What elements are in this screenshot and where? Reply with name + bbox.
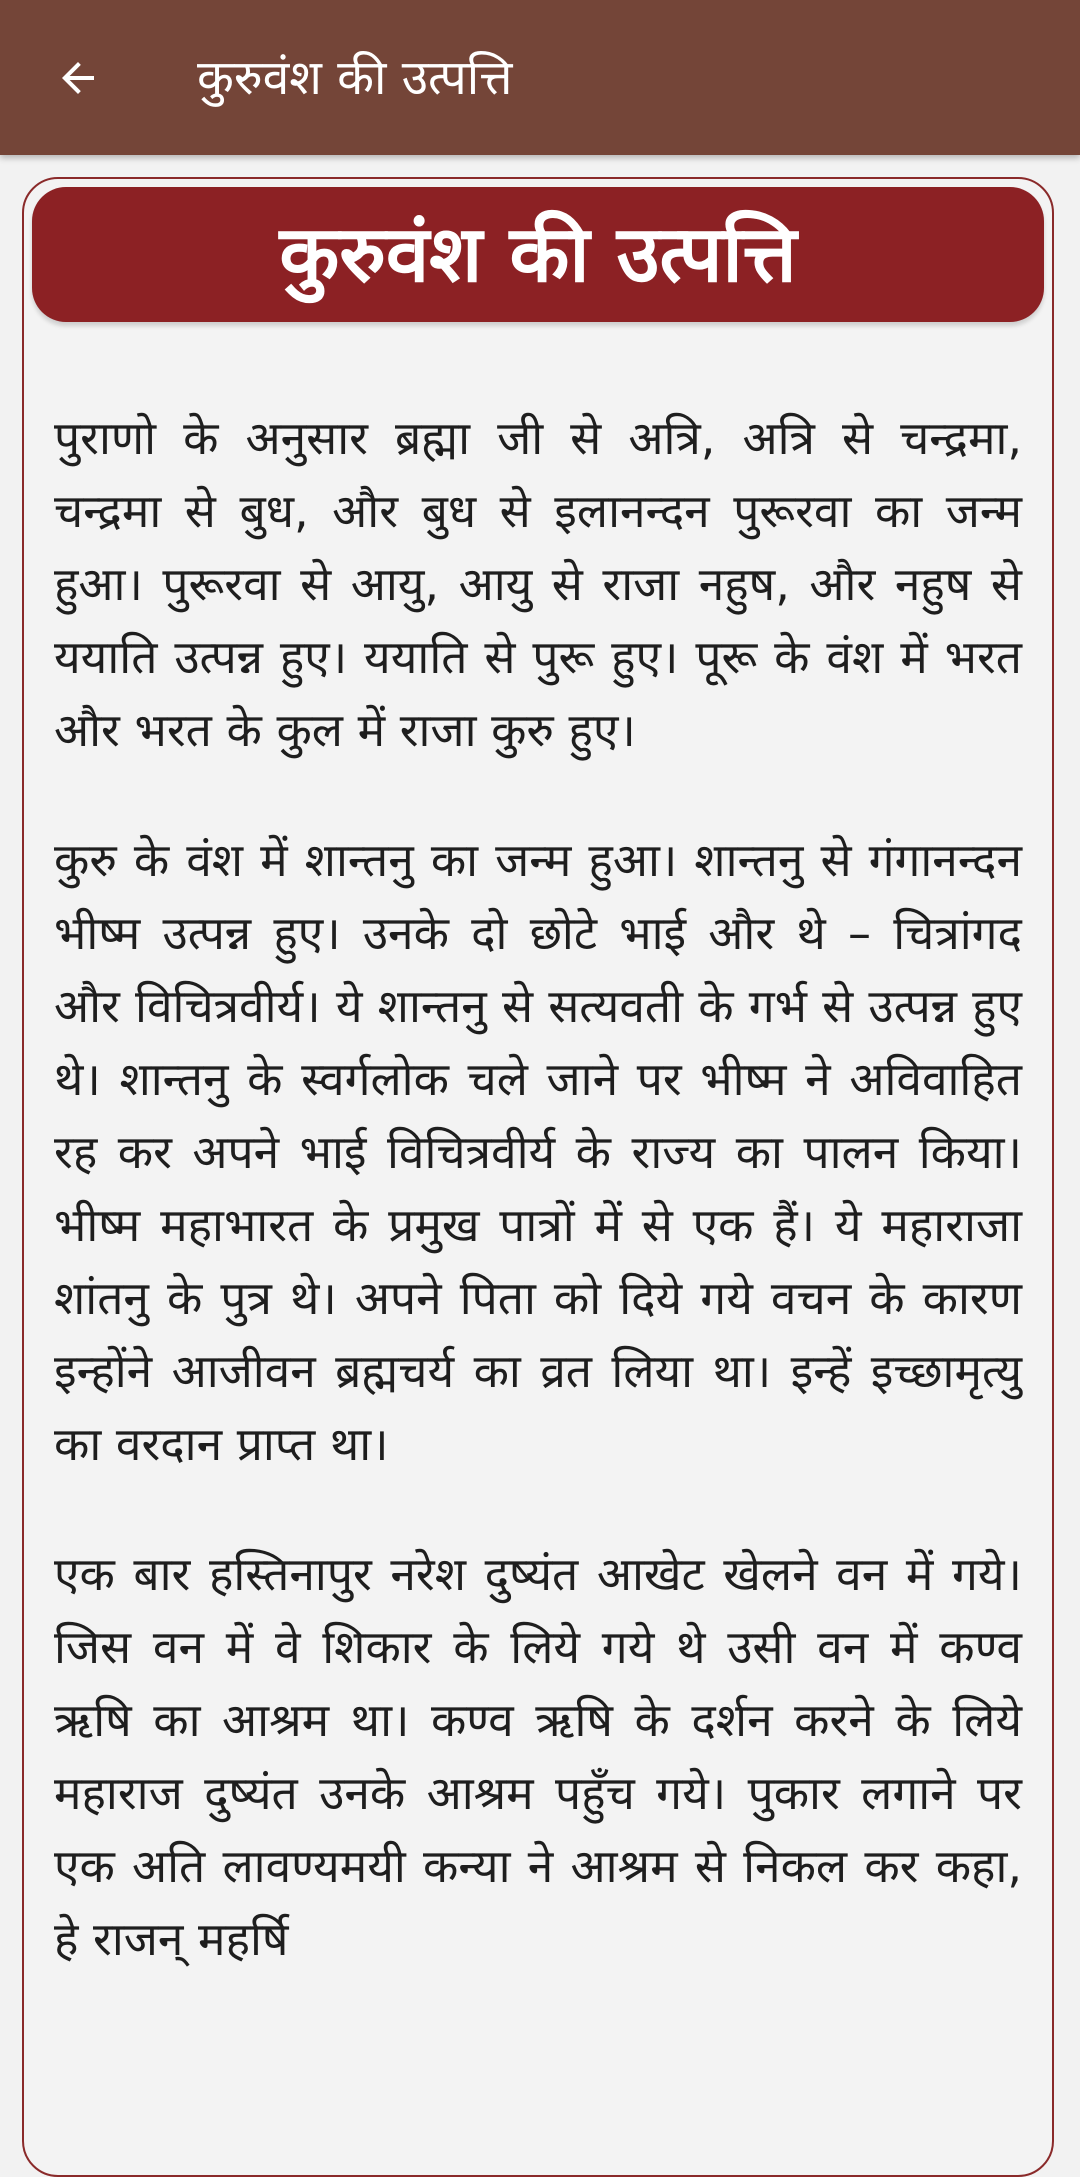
paragraph-2: कुरु के वंश में शान्तनु का जन्म हुआ। शान्तनु से गंगानन्दन भीष्म उत्पन्न हुए। उनके दो छोटे भाई और थे – चित्रांगद और विचित्रवीर्य। ये शान्तनु से सत्यवती के गर्भ से उत्पन्न हुए थे। शान्तनु के स्वर्गलोक चले जाने पर भीष्म ने अविवाहित रह कर अपने भाई विचित्रवीर्य के राज्य का पालन किया। भीष्म महाभारत के प्रमुख पात्रों में से एक हैं। ये महाराजा शांतनु के पुत्र थे। अपने पिता को दिये गये वचन के कारण इन्होंने आजीवन ब्रह्मचर्य का व्रत लिया था। इन्हें इच्छामृत्यु का वरदान प्राप्त था। <box>54 833 1022 1471</box>
content-card <box>22 177 1054 2177</box>
arrow-left-icon <box>54 54 102 102</box>
heading-banner <box>32 187 1044 322</box>
paragraph-1: पुराणो के अनुसार ब्रह्मा जी से अत्रि, अत्रि से चन्द्रमा, चन्द्रमा से बुध, और बुध से इलानन्दन पुरूरवा का जन्म हुआ। पुरूरवा से आयु, आयु से राजा नहुष, और नहुष से ययाति उत्पन्न हुए। ययाति से पुरू हुए। पूरू के वंश में भरत और भरत के कुल में राजा कुरु हुए। <box>54 411 1022 757</box>
app-bar <box>0 0 1080 155</box>
article-heading: कुरुवंश की उत्पत्ति <box>279 209 797 300</box>
app-bar-title: कुरुवंश की उत्पत्ति <box>197 50 513 106</box>
paragraph-3: एक बार हस्तिनापुर नरेश दुष्यंत आखेट खेलने वन में गये। जिस वन में वे शिकार के लिये गये थे उसी वन में कण्व ऋषि का आश्रम था। कण्व ऋषि के दर्शन करने के लिये महाराज दुष्यंत उनके आश्रम पहुँच गये। पुकार लगाने पर एक अति लावण्यमयी कन्या ने आश्रम से निकल कर कहा, हे राजन् महर्षि <box>54 1547 1022 1966</box>
article-body <box>54 402 1022 2033</box>
back-button[interactable] <box>40 40 116 116</box>
